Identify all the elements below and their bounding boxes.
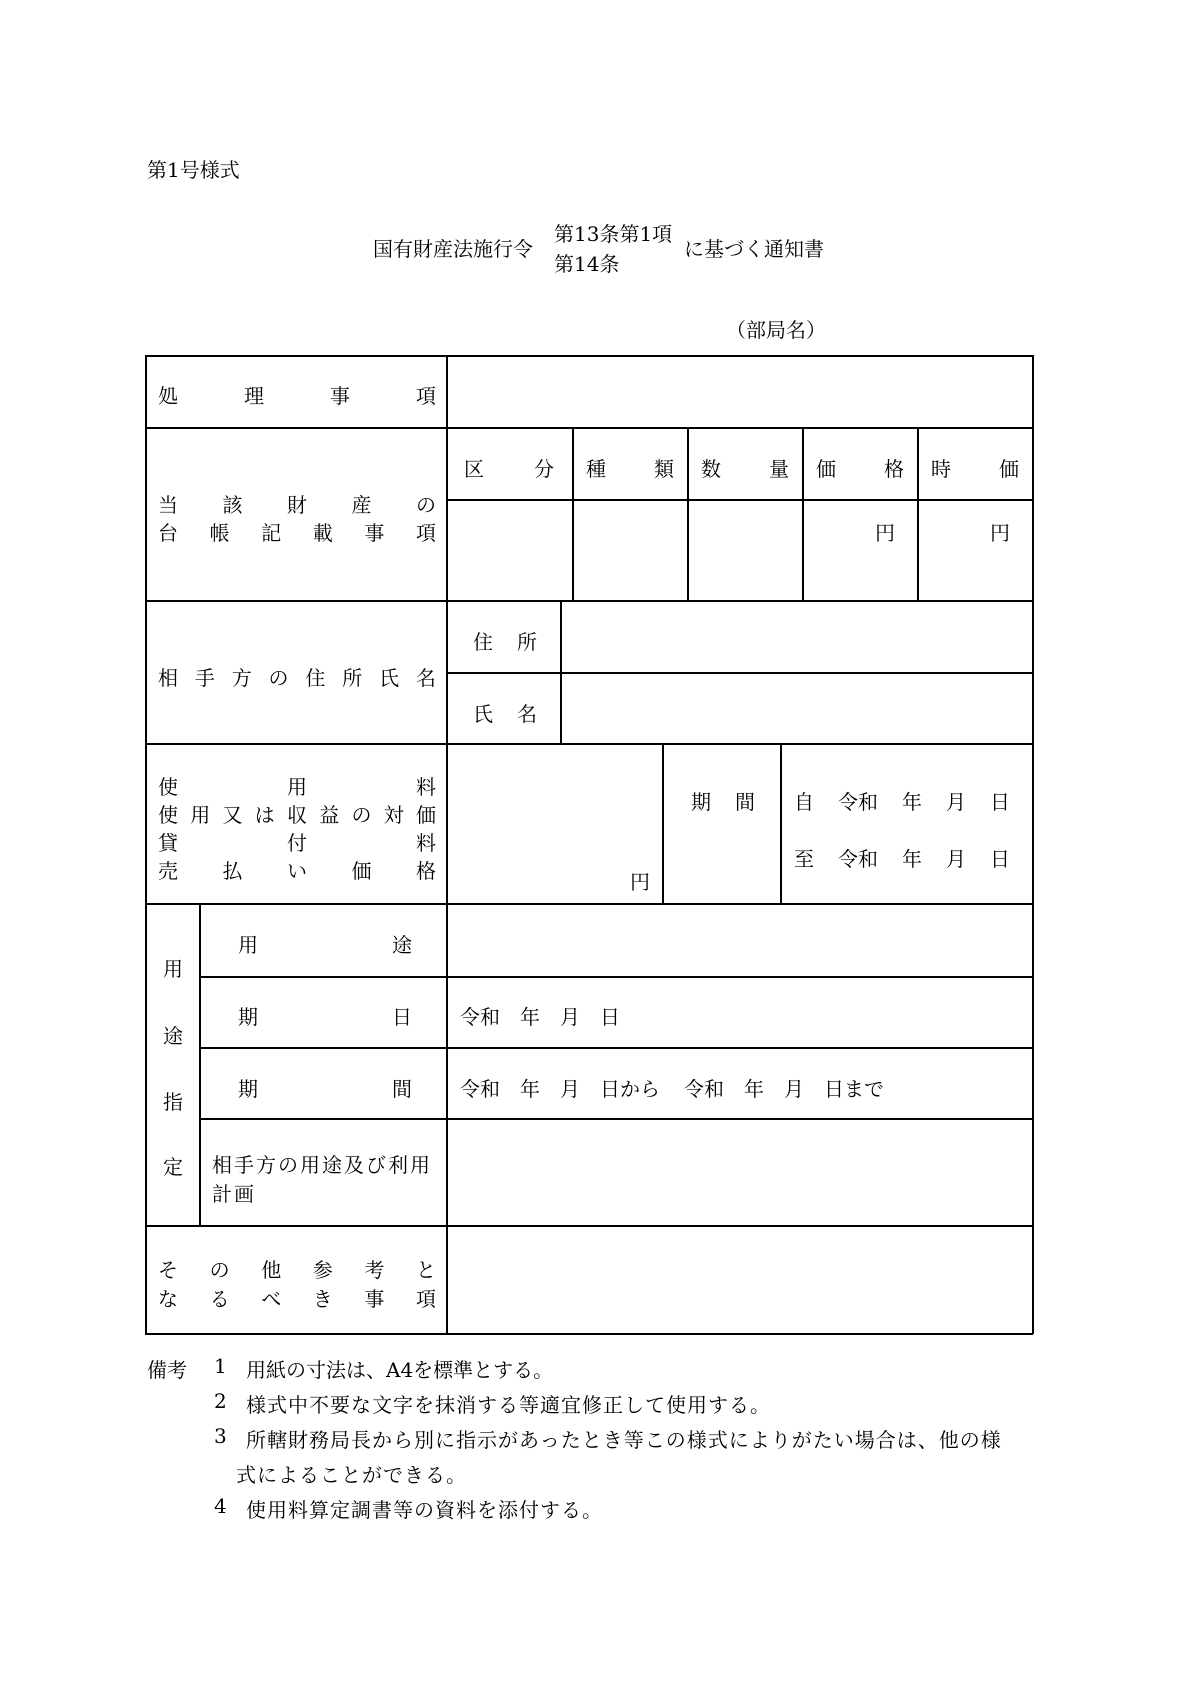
- note-text-3-continued: 式によることができる。: [236, 1463, 467, 1487]
- title-article-a: 第13条第1項: [554, 222, 673, 246]
- note-text-3: 所轄財務局長から別に指示があったとき等この様式によりがたい場合は、他の様: [246, 1428, 1002, 1452]
- header-suryo: 数 量: [701, 457, 789, 481]
- label-other-line2: な る べ き 事 項: [158, 1287, 436, 1311]
- department-name: （部局名）: [726, 318, 826, 342]
- header-jika: 時 価: [931, 457, 1019, 481]
- note-number-3: 3: [214, 1424, 227, 1448]
- label-other-line1: そ の 他 参 考 と: [158, 1258, 436, 1282]
- label-plan-line1: 相手方の用途及び利用: [212, 1153, 432, 1177]
- label-kijitsu: 期 日: [238, 1005, 412, 1029]
- label-daicho-line2: 台 帳 記 載 事 項: [158, 521, 436, 545]
- label-kikan: 期 間: [691, 790, 755, 814]
- label-shueki-taika: 使 用 又 は 収 益 の 対 価: [158, 803, 436, 827]
- title-suffix: に基づく通知書: [684, 237, 824, 261]
- label-uriharai-kakaku: 売 払 い 価 格: [158, 859, 436, 883]
- form-number: 第1号様式: [147, 158, 240, 182]
- period-from: 自 令和 年 月 日: [794, 790, 1010, 814]
- kijitsu-value: 令和 年 月 日: [460, 1005, 620, 1029]
- label-aite-jusho-shimei: 相 手 方 の 住 所 氏 名: [158, 666, 436, 690]
- note-text-1: 用紙の寸法は、A4を標準とする。: [246, 1358, 554, 1382]
- yen-kakaku: 円: [875, 521, 895, 545]
- note-number-1: 1: [214, 1354, 227, 1378]
- header-kakaku: 価 格: [816, 457, 904, 481]
- label-daicho-line1: 当 該 財 産 の: [158, 493, 436, 517]
- label-yoto-shitei-2: 途: [163, 1024, 183, 1048]
- period-to: 至 令和 年 月 日: [794, 847, 1010, 871]
- note-number-4: 4: [214, 1494, 227, 1518]
- kikan-value: 令和 年 月 日から 令和 年 月 日まで: [460, 1077, 884, 1101]
- label-kikan-yoto: 期 間: [238, 1077, 412, 1101]
- label-jusho: 住 所: [473, 630, 537, 654]
- label-yoto-shitei-1: 用: [163, 957, 183, 981]
- title-article-b: 第14条: [554, 252, 620, 276]
- yen-jika: 円: [990, 521, 1010, 545]
- note-text-2: 様式中不要な文字を抹消する等適宜修正して使用する。: [246, 1393, 771, 1417]
- note-text-4: 使用料算定調書等の資料を添付する。: [246, 1498, 603, 1522]
- label-yoto-shitei-4: 定: [163, 1155, 183, 1179]
- label-shimei: 氏 名: [473, 702, 537, 726]
- label-yoto-shitei-3: 指: [163, 1090, 183, 1114]
- header-shurui: 種 類: [586, 457, 674, 481]
- note-number-2: 2: [214, 1389, 227, 1413]
- label-yoto: 用 途: [238, 933, 412, 957]
- title-prefix: 国有財産法施行令: [373, 237, 533, 261]
- label-plan-line2: 計画: [212, 1182, 256, 1206]
- header-kubun: 区 分: [464, 457, 554, 481]
- yen-fee: 円: [630, 870, 650, 894]
- label-kashitsukeryo: 貸 付 料: [158, 831, 436, 855]
- notes-label: 備考: [147, 1358, 187, 1382]
- label-shiyoryo: 使 用 料: [158, 775, 436, 799]
- label-shori-jiko: 処 理 事 項: [158, 384, 436, 408]
